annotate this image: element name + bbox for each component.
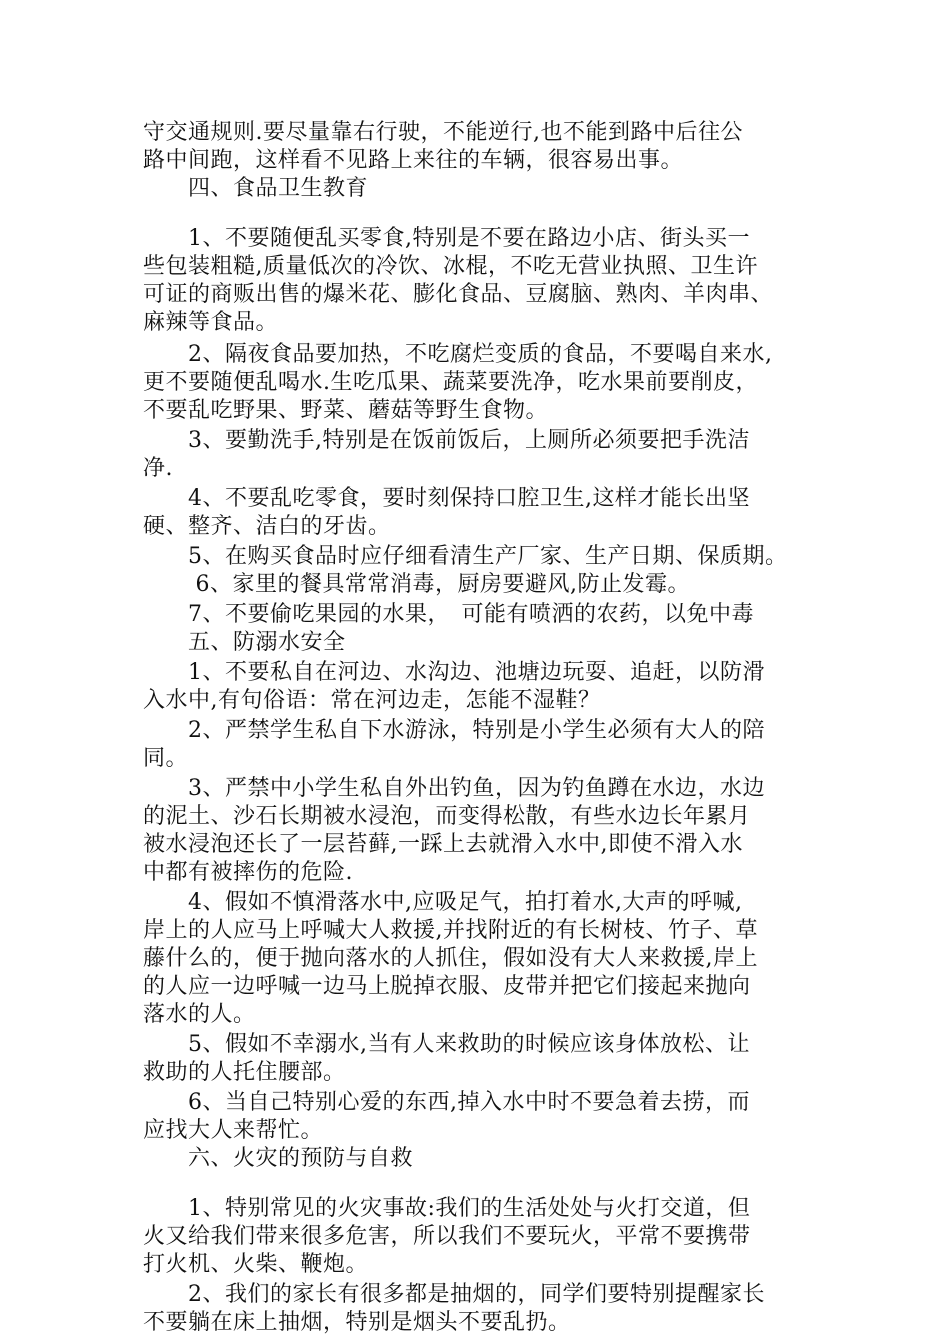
text-line: 的人应一边呼喊一边马上脱掉衣服、皮带并把它们接起来抛向 <box>143 974 751 999</box>
section-heading: 五、防溺水安全 <box>143 630 346 655</box>
text-line: 可证的商贩出售的爆米花、膨化食品、豆腐脑、熟肉、羊肉串、 <box>143 282 774 307</box>
text-line: 6、当自己特别心爱的东西,掉入水中时不要急着去捞，而 <box>143 1090 750 1115</box>
text-line: 应找大人来帮忙。 <box>143 1118 324 1143</box>
text-line: 守交通规则.要尽量靠右行驶，不能逆行,也不能到路中后往公 <box>143 120 743 145</box>
text-line: 1、特别常见的火灾事故:我们的生活处处与火打交道，但 <box>143 1196 751 1221</box>
text-line: 更不要随便乱喝水.生吃瓜果、蔬菜要洗净，吃水果前要削皮， <box>143 370 758 395</box>
text-line: 麻辣等食品。 <box>143 310 279 335</box>
text-line: 不要乱吃野果、野菜、蘑菇等野生食物。 <box>143 398 549 423</box>
text-line: 5、在购买食品时应仔细看清生产厂家、生产日期、保质期。 <box>143 544 788 569</box>
text-line: 1、不要私自在河边、水沟边、池塘边玩耍、追赶，以防滑 <box>143 660 765 685</box>
text-line: 1、不要随便乱买零食,特别是不要在路边小店、街头买一 <box>143 226 750 251</box>
text-line: 4、不要乱吃零食，要时刻保持口腔卫生,这样才能长出坚 <box>143 486 750 511</box>
text-line: 些包装粗糙,质量低次的冷饮、冰棍，不吃无营业执照、卫生许 <box>143 254 758 279</box>
text-line: 净. <box>143 456 173 481</box>
text-line: 3、严禁中小学生私自外出钓鱼，因为钓鱼蹲在水边，水边 <box>143 776 765 801</box>
text-line: 打火机、火柴、鞭炮。 <box>143 1252 369 1277</box>
text-line: 路中间跑，这样看不见路上来往的车辆，很容易出事。 <box>143 148 684 173</box>
text-line: 2、隔夜食品要加热，不吃腐烂变质的食品，不要喝自来水, <box>143 342 773 367</box>
text-line: 4、假如不慎滑落水中,应吸足气，拍打着水,大声的呼喊, <box>143 890 743 915</box>
text-line: 岸上的人应马上呼喊大人救援,并找附近的有长树枝、竹子、草 <box>143 918 758 943</box>
text-line: 同。 <box>143 746 189 771</box>
section-heading: 六、火灾的预防与自救 <box>143 1146 414 1171</box>
text-line: 2、严禁学生私自下水游泳，特别是小学生必须有大人的陪 <box>143 718 765 743</box>
text-line: 6、家里的餐具常常消毒，厨房要避风,防止发霉。 <box>143 572 690 597</box>
text-line: 5、假如不幸溺水,当有人来救助的时候应该身体放松、让 <box>143 1032 750 1057</box>
text-line: 2、我们的家长有很多都是抽烟的，同学们要特别提醒家长 <box>143 1282 765 1307</box>
text-line: 救助的人托住腰部。 <box>143 1060 346 1085</box>
text-line: 入水中,有句俗语：常在河边走，怎能不湿鞋？ <box>143 688 601 713</box>
text-line: 硬、整齐、洁白的牙齿。 <box>143 514 391 539</box>
text-line: 的泥土、沙石长期被水浸泡，而变得松散，有些水边长年累月 <box>143 804 751 829</box>
text-line: 藤什么的，便于抛向落水的人抓住，假如没有大人来救援,岸上 <box>143 946 758 971</box>
text-line: 不要躺在床上抽烟，特别是烟头不要乱扔。 <box>143 1310 571 1335</box>
text-line: 被水浸泡还长了一层苔藓,一踩上去就滑入水中,即使不滑入水 <box>143 832 743 857</box>
section-heading: 四、食品卫生教育 <box>143 176 369 201</box>
text-line: 火又给我们带来很多危害，所以我们不要玩火，平常不要携带 <box>143 1224 751 1249</box>
text-line: 3、要勤洗手,特别是在饭前饭后，上厕所必须要把手洗洁 <box>143 428 750 453</box>
text-line: 7、不要偷吃果园的水果， 可能有喷洒的农药，以免中毒 <box>143 602 754 627</box>
text-line: 落水的人。 <box>143 1002 256 1027</box>
text-line: 中都有被摔伤的危险. <box>143 860 353 885</box>
